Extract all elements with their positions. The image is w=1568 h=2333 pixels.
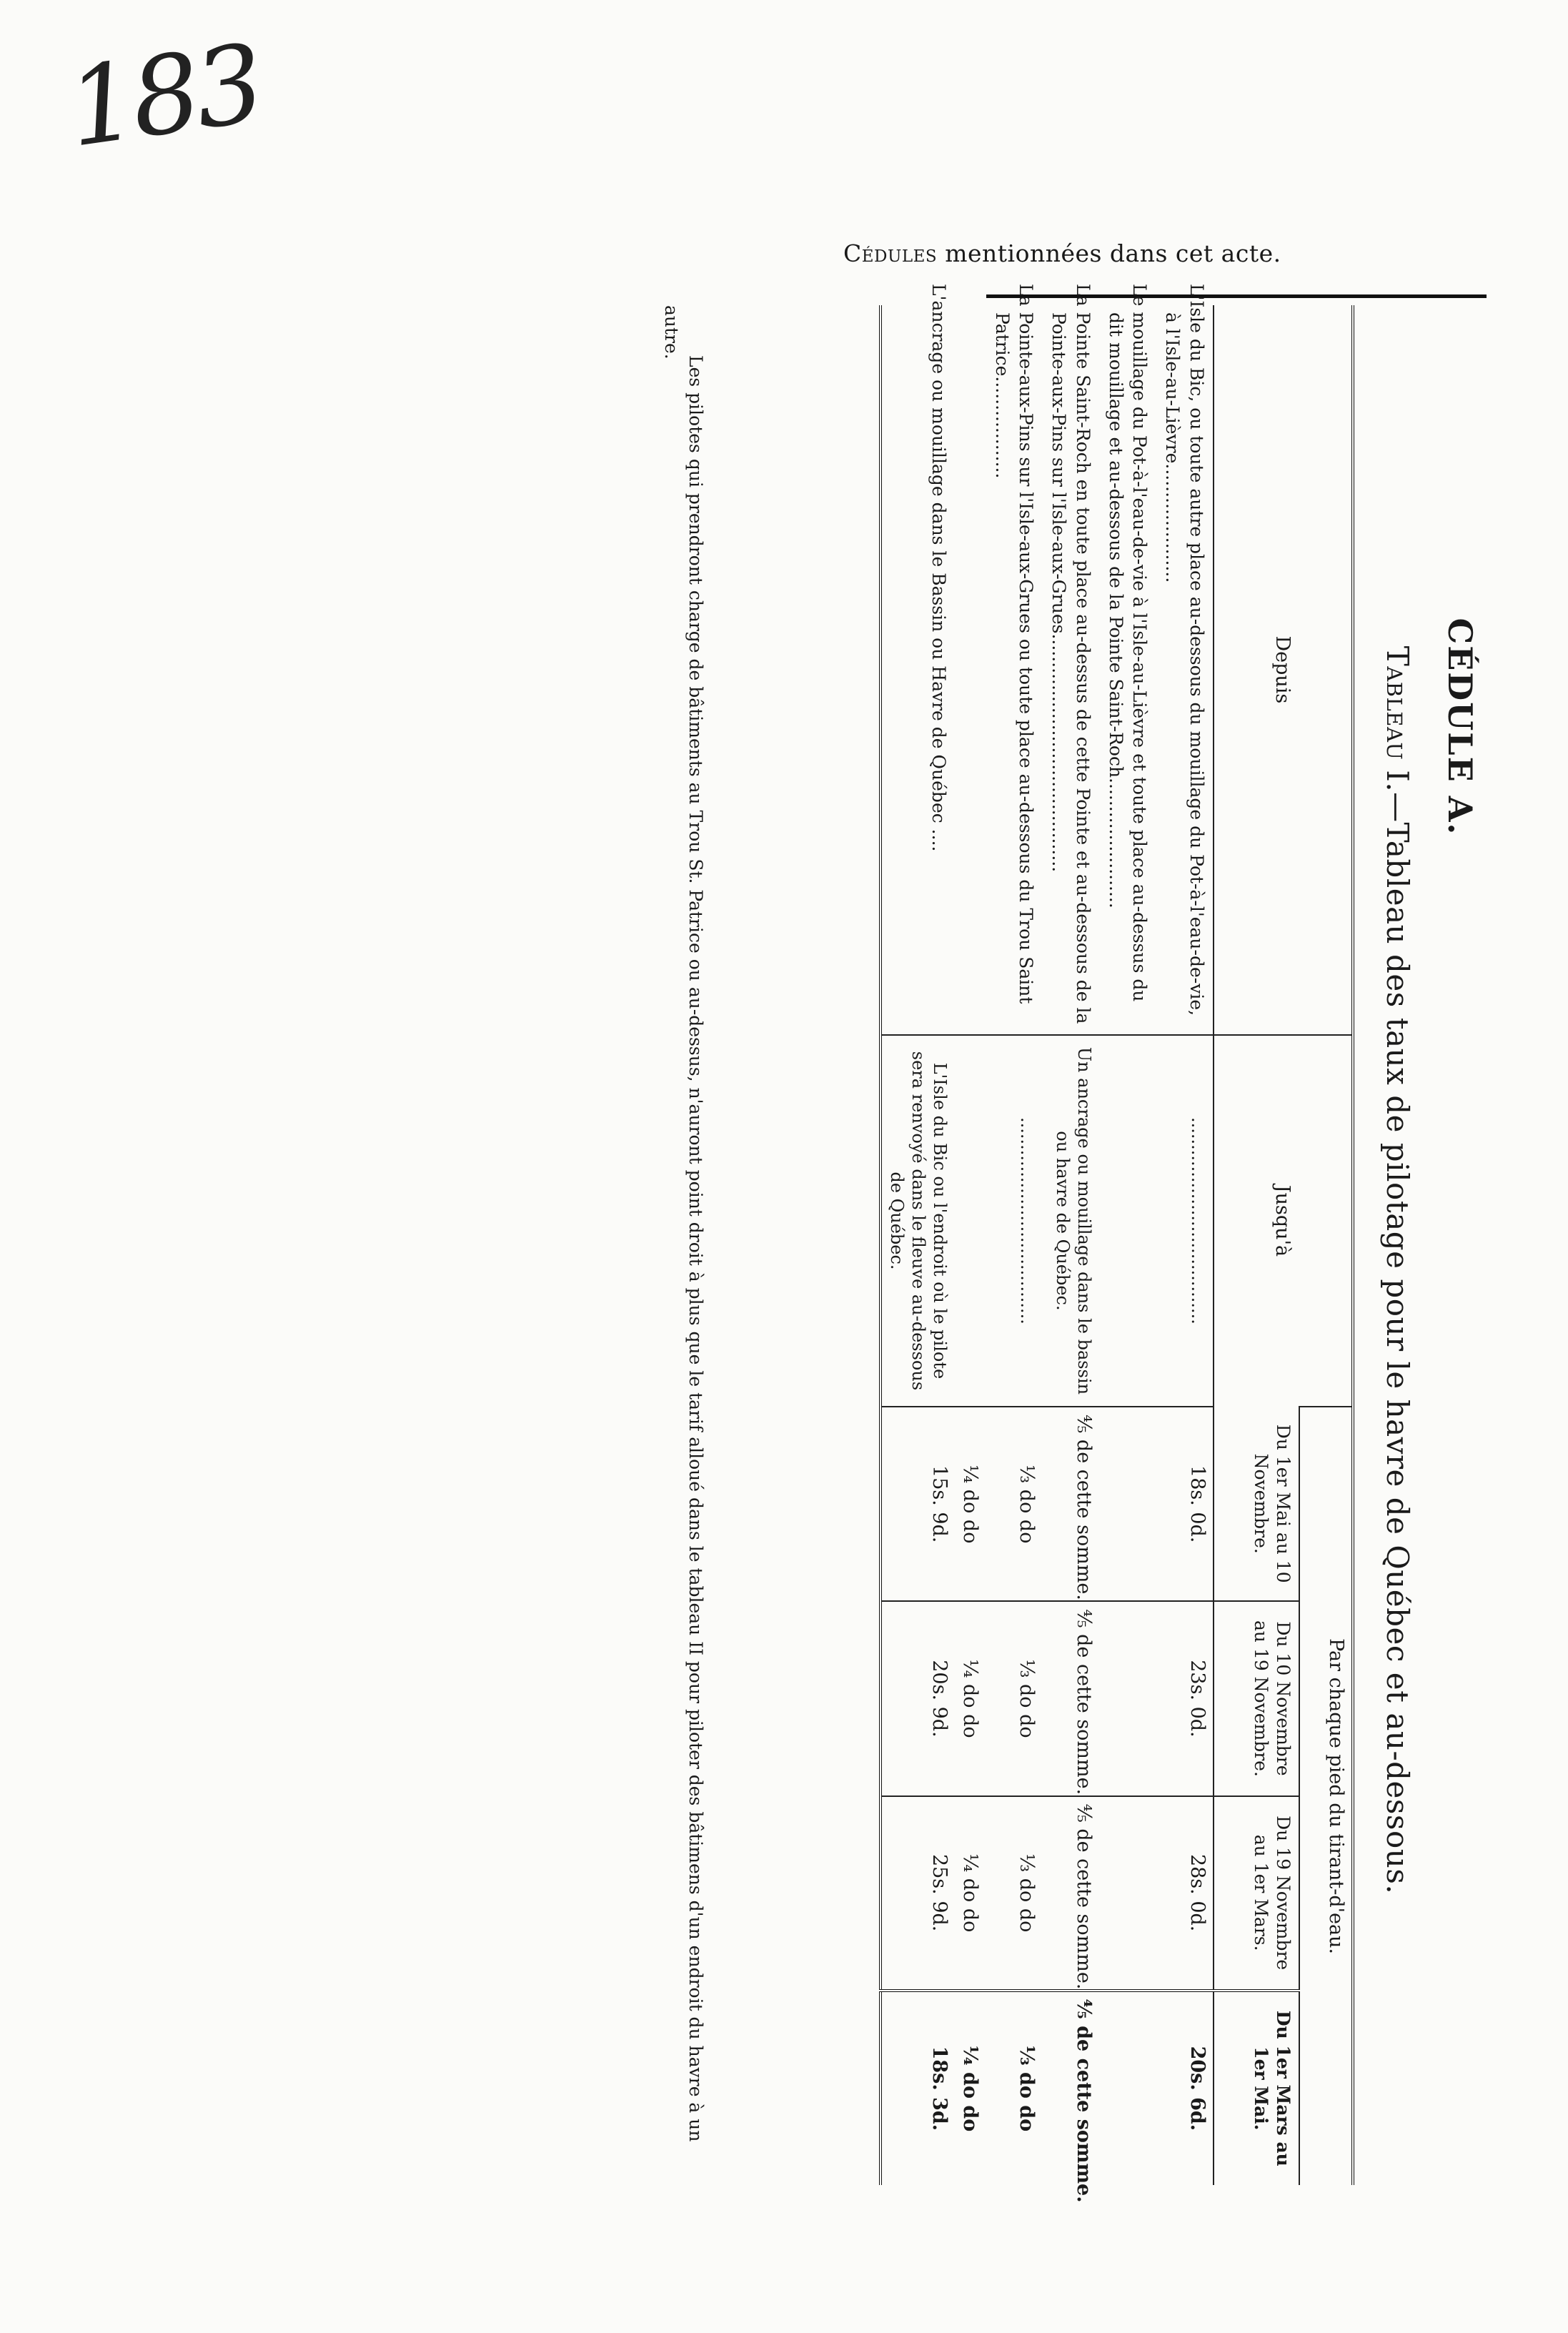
table-row xyxy=(1156,305,1214,2185)
header-period-2: Du 10 Novembre au 19 Novembre. xyxy=(1214,1601,1299,1795)
rate-cell: 20s. 6d. xyxy=(1156,1991,1214,2185)
rate-cell: ⅓ do do xyxy=(986,1601,1043,1795)
table-row xyxy=(986,305,1043,2185)
running-head xyxy=(843,239,1281,267)
folio-number: 183 xyxy=(60,21,268,172)
rotated-page xyxy=(643,284,1487,2235)
pilotage-rate-table xyxy=(879,284,1354,2203)
rate-cell: 28s. 0d. xyxy=(1156,1796,1214,1991)
rate-cell: 18s. 0d. xyxy=(1156,1407,1214,1601)
rate-cell: ¼ do do xyxy=(955,1796,986,1991)
header-period-3: Du 19 Novembre au 1er Mars. xyxy=(1214,1796,1299,1991)
table-title-text: —Tableau des taux de pilotage pour le havre de Québec et au-dessous. xyxy=(1380,792,1415,1895)
rate-cell: ⅘ de cette somme. xyxy=(1043,1601,1100,1795)
header-period-4: Du 1er Mars au 1er Mai. xyxy=(1214,1991,1299,2185)
jusqua-cell: ...................................... xyxy=(986,1035,1043,1407)
rate-cell: ⅓ do do xyxy=(986,1991,1043,2185)
table-row xyxy=(1043,305,1100,2185)
rate-cell: ¼ do do xyxy=(955,1407,986,1601)
rate-cell: 15s. 9d. xyxy=(880,1407,955,1601)
table-row xyxy=(955,305,986,2185)
jusqua-cell: Un ancrage ou mouillage dans le bassin ou havre de Québec. xyxy=(1043,1035,1100,1407)
header-jusqua: Jusqu'à xyxy=(1214,1035,1353,1407)
header-group: Par chaque pied du tirant-d'eau. xyxy=(1299,1407,1353,2185)
rate-cell: ⅘ de cette somme. xyxy=(1043,1407,1100,1601)
running-head-smallcaps: Cédules xyxy=(843,239,938,267)
rate-cell: 23s. 0d. xyxy=(1156,1601,1214,1795)
top-rule xyxy=(986,294,1487,298)
depuis-cell: Le mouillage du Pot-à-l'eau-de-vie à l'Isle-au-Lièvre et toute place au-dessus du dit mouillage et au-dessous de la Pointe Saint-Roch....................... xyxy=(1105,284,1151,1002)
running-head-text: mentionnées dans cet acte. xyxy=(945,239,1281,267)
rate-cell: ¼ do do xyxy=(955,1601,986,1795)
depuis-cell: L'ancrage ou mouillage dans le Bassin ou Havre de Québec .... xyxy=(928,284,949,852)
header-period-1: Du 1er Mai au 10 Novembre. xyxy=(1214,1407,1299,1601)
rate-cell xyxy=(1099,1796,1156,1991)
depuis-cell: L'Isle du Bic, ou toute autre place au-dessous du mouillage du Pot-à-l'eau-de-vie, à l'Isle-au-Lièvre..................... xyxy=(1162,284,1207,1016)
table-title xyxy=(1380,305,1415,2235)
rate-cell xyxy=(1099,1601,1156,1795)
footnote: Les pilotes qui prendront charge de bâtiments au Trou St. Patrice ou au-dessus, n'auront point droit à plus que le tarif alloué dans le tableau II pour piloter des bâtimens d'un endroit du havre à un autre. xyxy=(661,305,706,2142)
schedule-title: CÉDULE A. xyxy=(1441,618,1479,836)
table-row xyxy=(880,305,955,2185)
rate-cell xyxy=(1099,1991,1156,2185)
rate-cell: ⅘ de cette somme. xyxy=(1043,1796,1100,1991)
jusqua-cell: L'Isle du Bic ou l'endroit où le pilote sera renvoyé dans le fleuve au-dessous de Québec. xyxy=(880,1035,955,1407)
depuis-cell xyxy=(955,305,986,1035)
table-row xyxy=(1099,305,1156,2185)
rate-cell xyxy=(1099,1407,1156,1601)
rate-cell: ⅓ do do xyxy=(986,1796,1043,1991)
table-label: Tableau I. xyxy=(1380,645,1415,793)
header-depuis: Depuis xyxy=(1214,305,1353,1035)
jusqua-cell xyxy=(1099,1035,1156,1407)
rate-cell: 20s. 9d. xyxy=(880,1601,955,1795)
depuis-cell: La Pointe-aux-Pins sur l'Isle-aux-Grues ou toute place au-dessous du Trou Saint Patrice.................. xyxy=(991,284,1037,1004)
jusqua-cell: ...................................... xyxy=(1156,1035,1214,1407)
rate-cell: ¼ do do xyxy=(955,1991,986,2185)
jusqua-cell xyxy=(955,1035,986,1407)
rate-cell: 18s. 3d. xyxy=(880,1991,955,2185)
depuis-cell: La Pointe Saint-Roch en toute place au-dessus de cette Pointe et au-dessous de la Pointe-aux-Pins sur l'Isle-aux-Grues.......................................... xyxy=(1048,284,1093,1024)
rate-cell: 25s. 9d. xyxy=(880,1796,955,1991)
rate-cell: ⅓ do do xyxy=(986,1407,1043,1601)
rate-cell: ⅘ de cette somme. xyxy=(1043,1991,1100,2185)
